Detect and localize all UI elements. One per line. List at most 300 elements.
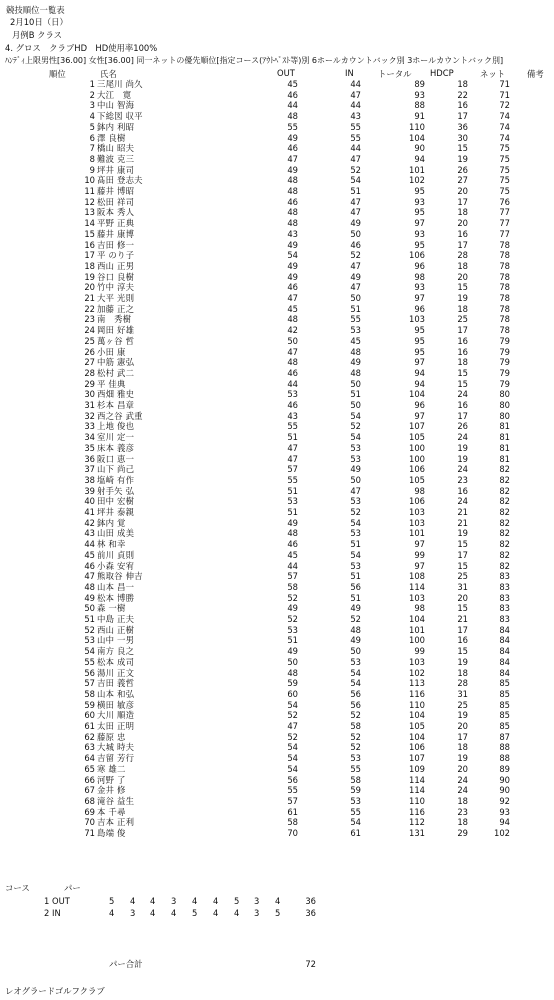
table-row [0,486,554,497]
total-score-cell: 102 [409,175,425,186]
out-score-cell: 52 [287,710,298,721]
table-row [0,657,554,668]
out-score-cell: 45 [287,303,298,314]
player-name-cell: 平 のり子 [97,250,135,261]
rank-cell: 43 [84,528,95,539]
table-row [0,614,554,625]
in-score-cell: 47 [350,153,361,164]
out-score-cell: 50 [287,335,298,346]
net-score-cell: 81 [499,453,510,464]
net-score-cell: 83 [499,581,510,592]
total-score-cell: 100 [409,442,425,453]
table-row [0,807,554,818]
hdcp-cell: 21 [457,507,468,517]
rank-cell: 49 [84,592,95,603]
in-score-cell: 53 [350,795,361,806]
hdcp-cell: 21 [457,614,468,624]
rank-cell: 25 [84,335,95,346]
total-score-cell: 99 [414,646,425,657]
player-name-cell: 西山 正男 [97,260,135,271]
hole-par: 3 [254,896,260,906]
player-name-cell: 南 秀樹 [97,314,132,325]
hole-par: 5 [192,908,198,918]
course-par-row [0,908,554,919]
table-row [0,603,554,614]
total-score-cell: 95 [414,186,425,196]
rank-cell: 24 [84,325,95,336]
rank-cell: 44 [84,539,95,550]
total-score-cell: 107 [409,421,425,432]
out-score-cell: 51 [287,485,298,496]
out-score-cell: 53 [287,389,298,400]
net-score-cell: 85 [499,688,510,699]
table-row [0,561,554,572]
in-score-cell: 51 [350,303,361,314]
table-row [0,186,554,197]
in-score-cell: 55 [350,314,361,325]
rank-cell: 57 [84,678,95,689]
table-row [0,282,554,293]
player-name-cell: 松本 博勝 [97,592,135,603]
hdcp-cell: 15 [457,282,468,293]
table-row [0,646,554,657]
rank-cell: 63 [84,742,95,753]
out-score-cell: 52 [287,614,298,624]
table-row [0,668,554,679]
out-score-cell: 51 [287,635,298,646]
hdcp-cell: 16 [457,100,468,111]
in-score-cell: 47 [350,260,361,271]
in-score-cell: 47 [350,89,361,100]
table-row [0,454,554,465]
out-score-cell: 54 [287,250,298,261]
hdcp-cell: 18 [457,260,468,271]
net-score-cell: 90 [499,785,510,796]
player-name-cell: 山田 成美 [97,528,135,539]
player-name-cell: 坪井 康司 [97,164,135,175]
in-score-cell: 53 [350,442,361,453]
total-score-cell: 114 [409,785,425,796]
table-row [0,475,554,486]
player-name-cell: 澤 良樹 [97,132,126,143]
total-score-cell: 103 [409,517,425,528]
hdcp-cell: 19 [457,453,468,464]
net-score-cell: 88 [499,742,510,753]
par-total-label: パー合計 [109,959,143,969]
out-score-cell: 49 [287,517,298,528]
hdcp-cell: 23 [457,474,468,485]
player-name-cell: 寒 雄二 [97,763,126,774]
total-score-cell: 110 [409,699,425,710]
hdcp-cell: 17 [457,731,468,742]
out-score-cell: 47 [287,293,298,303]
hole-par: 4 [192,896,198,906]
table-row [0,528,554,539]
out-score-cell: 44 [287,378,298,389]
player-name-cell: 鉢内 覚 [97,517,126,528]
total-score-cell: 113 [409,678,425,689]
hdcp-cell: 16 [457,335,468,346]
rank-cell: 18 [84,260,95,271]
player-name-cell: 平野 正典 [97,218,135,229]
net-score-cell: 84 [499,656,510,667]
net-score-cell: 79 [499,335,510,346]
hole-par: 5 [234,896,240,906]
table-row [0,571,554,582]
out-score-cell: 48 [287,207,298,218]
in-score-cell: 58 [350,721,361,731]
table-row [0,496,554,507]
net-score-cell: 88 [499,753,510,764]
out-score-cell: 49 [287,164,298,175]
hdcp-cell: 17 [457,239,468,250]
out-score-cell: 46 [287,89,298,100]
player-name-cell: 大城 時夫 [97,742,135,753]
hole-par: 3 [254,908,260,918]
rank-cell: 14 [84,218,95,229]
hdcp-cell: 25 [457,699,468,710]
out-score-cell: 48 [287,314,298,325]
net-score-cell: 82 [499,485,510,496]
hdcp-cell: 26 [457,421,468,432]
hole-par: 4 [150,896,156,906]
par-label: パー [64,883,81,893]
table-row [0,785,554,796]
in-score-cell: 54 [350,667,361,678]
hdcp-cell: 15 [457,560,468,571]
in-score-cell: 43 [350,111,361,122]
rank-cell: 33 [84,421,95,432]
rank-cell: 29 [84,378,95,389]
hdcp-cell: 26 [457,164,468,175]
in-score-cell: 44 [350,143,361,154]
out-score-cell: 46 [287,539,298,550]
rank-cell: 3 [89,100,95,111]
table-row [0,175,554,186]
total-score-cell: 106 [409,742,425,753]
rank-cell: 52 [84,624,95,635]
player-name-cell: 熊取谷 伸吉 [97,571,143,582]
player-name-cell: 田中 宏樹 [97,496,135,507]
course-label: コース [5,883,30,893]
out-score-cell: 54 [287,753,298,764]
rank-cell: 40 [84,496,95,507]
rank-cell: 1 [89,79,95,89]
net-score-cell: 78 [499,260,510,271]
in-score-cell: 52 [350,421,361,432]
in-score-cell: 48 [350,624,361,635]
total-score-cell: 91 [414,111,425,122]
net-score-cell: 85 [499,699,510,710]
total-score-cell: 102 [409,667,425,678]
in-score-cell: 49 [350,357,361,368]
player-name-cell: 塩崎 有作 [97,474,135,485]
hdcp-cell: 18 [457,742,468,753]
rank-cell: 56 [84,667,95,678]
player-name-cell: 湯川 正文 [97,667,135,678]
player-name-cell: 三尾川 尚久 [97,79,143,89]
rank-cell: 36 [84,453,95,464]
out-score-cell: 49 [287,646,298,657]
rank-cell: 37 [84,464,95,475]
net-score-cell: 84 [499,667,510,678]
net-score-cell: 83 [499,571,510,582]
in-score-cell: 50 [350,474,361,485]
table-row [0,165,554,176]
player-name-cell: 山本 和弘 [97,688,135,699]
report-title: 競技順位一覧表 [6,5,65,15]
hole-par: 3 [130,908,136,918]
total-score-cell: 107 [409,753,425,764]
hdcp-cell: 25 [457,571,468,582]
rank-cell: 66 [84,774,95,785]
player-name-cell: 西畑 雅史 [97,389,135,400]
net-score-cell: 77 [499,228,510,239]
hdcp-cell: 19 [457,710,468,721]
hdcp-cell: 19 [457,153,468,164]
in-score-cell: 48 [350,346,361,357]
net-score-cell: 76 [499,196,510,207]
table-row [0,710,554,721]
total-score-cell: 109 [409,763,425,774]
net-score-cell: 78 [499,271,510,282]
net-score-cell: 78 [499,303,510,314]
out-score-cell: 50 [287,656,298,667]
net-score-cell: 81 [499,432,510,443]
rank-cell: 39 [84,485,95,496]
hdcp-cell: 18 [457,667,468,678]
hdcp-cell: 16 [457,485,468,496]
total-score-cell: 116 [409,688,425,699]
net-score-cell: 82 [499,507,510,517]
net-score-cell: 71 [499,89,510,100]
hdcp-cell: 22 [457,89,468,100]
total-score-cell: 103 [409,656,425,667]
in-score-cell: 53 [350,528,361,539]
player-name-cell: 中島 正夫 [97,614,135,624]
out-score-cell: 57 [287,795,298,806]
player-name-cell: 西之谷 武重 [97,410,143,421]
in-score-cell: 49 [350,271,361,282]
rank-cell: 45 [84,549,95,560]
col-out: OUT [277,68,295,78]
total-score-cell: 100 [409,453,425,464]
table-row [0,325,554,336]
player-name-cell: 太田 正明 [97,721,135,731]
player-name-cell: 藤井 博昭 [97,186,135,196]
hdcp-cell: 20 [457,721,468,731]
rank-cell: 38 [84,474,95,485]
in-score-cell: 44 [350,79,361,89]
hdcp-cell: 20 [457,592,468,603]
table-row [0,635,554,646]
table-row [0,828,554,839]
net-score-cell: 74 [499,121,510,132]
hdcp-cell: 20 [457,763,468,774]
in-score-cell: 59 [350,785,361,796]
net-score-cell: 82 [499,517,510,528]
out-score-cell: 42 [287,325,298,336]
total-score-cell: 97 [414,410,425,421]
table-row [0,518,554,529]
out-score-cell: 48 [287,186,298,196]
hole-par: 4 [109,908,115,918]
out-score-cell: 48 [287,175,298,186]
hdcp-cell: 17 [457,196,468,207]
out-score-cell: 46 [287,367,298,378]
out-score-cell: 70 [287,828,298,838]
total-score-cell: 94 [414,367,425,378]
hdcp-cell: 30 [457,132,468,143]
player-name-cell: 髙田 登志夫 [97,175,143,186]
player-name-cell: 松田 祥司 [97,196,135,207]
table-row [0,678,554,689]
rank-cell: 7 [89,143,95,154]
total-score-cell: 101 [409,528,425,539]
rank-cell: 28 [84,367,95,378]
hdcp-cell: 17 [457,410,468,421]
out-score-cell: 57 [287,571,298,582]
hdcp-cell: 21 [457,517,468,528]
table-row [0,582,554,593]
col-name: 氏名 [100,69,117,79]
out-score-cell: 57 [287,464,298,475]
in-score-cell: 45 [350,335,361,346]
hdcp-cell: 23 [457,806,468,817]
net-score-cell: 87 [499,731,510,742]
player-name-cell: 岡田 好雄 [97,325,135,336]
hdcp-cell: 17 [457,325,468,336]
net-score-cell: 82 [499,560,510,571]
course-par-total: 36 [305,896,316,906]
rank-cell: 21 [84,293,95,303]
total-score-cell: 104 [409,710,425,721]
hdcp-cell: 18 [457,357,468,368]
player-name-cell: 大川 順造 [97,710,135,721]
total-score-cell: 93 [414,282,425,293]
rank-cell: 58 [84,688,95,699]
table-row [0,154,554,165]
out-score-cell: 52 [287,592,298,603]
hole-par: 5 [109,896,115,906]
hdcp-cell: 20 [457,218,468,229]
player-name-cell: 松村 武二 [97,367,135,378]
hdcp-cell: 18 [457,795,468,806]
in-score-cell: 50 [350,646,361,657]
in-score-cell: 53 [350,753,361,764]
table-row [0,817,554,828]
total-score-cell: 105 [409,721,425,731]
player-name-cell: 橋山 昭夫 [97,143,135,154]
out-score-cell: 55 [287,121,298,132]
hdcp-cell: 15 [457,646,468,657]
in-score-cell: 49 [350,464,361,475]
total-score-cell: 114 [409,581,425,592]
out-score-cell: 54 [287,699,298,710]
in-score-cell: 44 [350,100,361,111]
rank-cell: 4 [89,111,95,122]
out-score-cell: 52 [287,731,298,742]
in-score-cell: 47 [350,485,361,496]
total-score-cell: 93 [414,196,425,207]
table-row [0,411,554,422]
out-score-cell: 43 [287,410,298,421]
hdcp-cell: 19 [457,442,468,453]
player-name-cell: 藤原 忠 [97,731,126,742]
out-score-cell: 43 [287,228,298,239]
hdcp-cell: 16 [457,400,468,410]
net-score-cell: 83 [499,592,510,603]
total-score-cell: 93 [414,89,425,100]
net-score-cell: 79 [499,357,510,368]
player-name-cell: 山中 一男 [97,635,135,646]
rank-cell: 59 [84,699,95,710]
net-score-cell: 82 [499,549,510,560]
course-par-total: 36 [305,908,316,918]
hdcp-cell: 15 [457,143,468,154]
in-score-cell: 56 [350,699,361,710]
net-score-cell: 82 [499,464,510,475]
hdcp-cell: 20 [457,186,468,196]
hdcp-cell: 19 [457,293,468,303]
player-name-cell: 吉本 正利 [97,817,135,828]
in-score-cell: 53 [350,453,361,464]
net-score-cell: 72 [499,100,510,111]
total-score-cell: 101 [409,624,425,635]
in-score-cell: 56 [350,688,361,699]
out-score-cell: 49 [287,132,298,143]
table-row [0,464,554,475]
player-name-cell: 金井 修 [97,785,126,796]
hole-par: 4 [213,896,219,906]
club-name: レオグラードゴルフクラブ [5,986,105,996]
col-in: IN [345,68,354,78]
total-score-cell: 98 [414,271,425,282]
rank-cell: 15 [84,228,95,239]
out-score-cell: 48 [287,528,298,539]
rank-cell: 41 [84,507,95,517]
hdcp-cell: 27 [457,175,468,186]
table-row [0,389,554,400]
tiebreak-conditions: ﾊﾝﾃﾞｨ上限男性[36.00] 女性[36.00] 同一ネットの優先順位[指定コース(ｱｳﾄﾍﾞｽﾄ等)別 6ホールカウントバック別 3ホールカウントバック別] [5,56,504,65]
net-score-cell: 78 [499,293,510,303]
out-score-cell: 59 [287,678,298,689]
in-score-cell: 51 [350,592,361,603]
rank-cell: 67 [84,785,95,796]
hdcp-cell: 24 [457,389,468,400]
table-row [0,133,554,144]
rank-cell: 64 [84,753,95,764]
out-score-cell: 46 [287,400,298,410]
rank-cell: 22 [84,303,95,314]
rank-cell: 20 [84,282,95,293]
rank-cell: 69 [84,806,95,817]
table-row [0,379,554,390]
player-name-cell: 小森 安宥 [97,560,135,571]
hdcp-cell: 15 [457,603,468,614]
table-row [0,721,554,732]
table-row [0,272,554,283]
table-row [0,304,554,315]
net-score-cell: 77 [499,218,510,229]
in-score-cell: 52 [350,614,361,624]
net-score-cell: 78 [499,325,510,336]
total-score-cell: 101 [409,164,425,175]
rank-cell: 68 [84,795,95,806]
in-score-cell: 50 [350,293,361,303]
hdcp-cell: 17 [457,549,468,560]
total-score-cell: 88 [414,100,425,111]
